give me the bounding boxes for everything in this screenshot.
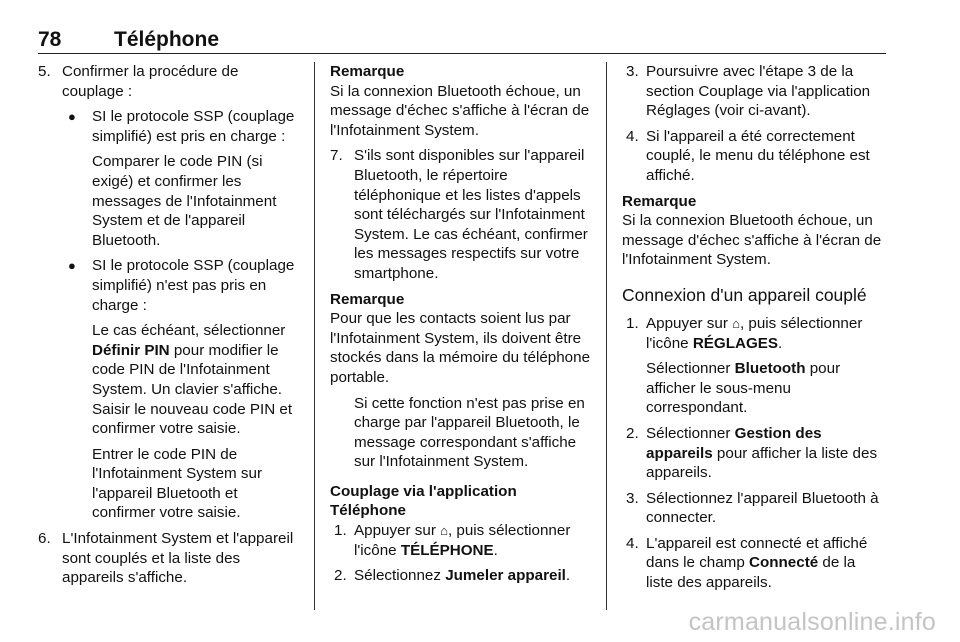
note-heading: Remarque — [330, 63, 405, 80]
note-heading: Remarque — [330, 290, 405, 308]
text: L'appareil est connecté et affiché dans le champ — [646, 534, 868, 572]
paragraph — [622, 359, 886, 418]
menu-term: TÉLÉPHONE — [400, 541, 494, 559]
note-text: Si la connexion Bluetooth échoue, un message d'échec s'affiche à l'écran de l'Infotainment System. — [330, 82, 590, 139]
text: pour afficher le sous-menu correspondant. — [646, 360, 841, 417]
list-item-7 — [330, 146, 594, 283]
list-number: 2. — [626, 424, 639, 442]
bullet-text: SI le protocole SSP (couplage simplifié) n'est pas pris en charge : — [92, 257, 295, 314]
text: pour modifier le code PIN de l'Infotainment System. Un clavier s'affiche. Saisir le nouveau code PIN et confirmer votre saisie. — [92, 341, 293, 438]
text: . — [778, 334, 783, 352]
home-icon: ⌂ — [440, 523, 448, 539]
column-right — [622, 62, 886, 593]
text: de la liste des appareils. — [646, 554, 856, 592]
list-item-5 — [38, 62, 304, 101]
column-middle — [330, 62, 594, 586]
list-number: 1. — [626, 314, 639, 332]
text: Sélectionner — [646, 360, 735, 378]
list-number: 1. — [334, 522, 347, 540]
list-item-6 — [38, 529, 304, 588]
page-title: Téléphone — [114, 28, 220, 51]
list-text: L'Infotainment System et l'appareil sont couplés et la liste des appareils s'affiche. — [62, 530, 294, 587]
menu-term: Bluetooth — [734, 360, 806, 378]
menu-term: Jumeler appareil — [445, 567, 566, 585]
list-number: 2. — [334, 567, 347, 585]
text: Sélectionner — [646, 424, 735, 442]
note-text: Pour que les contacts soient lus par l'Infotainment System, ils doivent être stockés dans la mémoire du téléphone portable. — [330, 310, 591, 386]
list-text: Si l'appareil a été correctement couplé, le menu du téléphone est affiché. — [646, 127, 870, 184]
bullet-text: SI le protocole SSP (couplage simplifié) est pris en charge : — [92, 108, 295, 145]
text: Le cas échéant, sélectionner — [92, 322, 286, 340]
menu-term: Gestion des appareils — [646, 424, 822, 462]
text: pour afficher la liste des appareils. — [646, 444, 878, 482]
text: , puis sélectionner l'icône — [354, 522, 571, 559]
note-heading: Remarque — [622, 192, 697, 210]
column-divider-2 — [606, 62, 607, 610]
step-3 — [622, 62, 886, 121]
menu-term: Connecté — [749, 554, 819, 572]
step-connect-1 — [622, 314, 886, 353]
watermark: carmanualsonline.info — [688, 608, 936, 636]
page-number: 78 — [38, 28, 62, 51]
column-divider-1 — [314, 62, 315, 610]
subsection-heading: Couplage via l'application Téléphone — [330, 482, 517, 520]
list-text: Confirmer la procédure de couplage : — [62, 63, 239, 100]
text: Sélectionnez — [354, 567, 446, 585]
paragraph: Comparer le code PIN (si exigé) et confirmer les messages de l'Infotainment System et de l'appareil Bluetooth. — [92, 153, 277, 249]
section-heading: Connexion d'un appareil couplé — [622, 284, 867, 305]
list-number: 3. — [626, 489, 639, 507]
text: . — [493, 541, 498, 559]
bullet-icon: ● — [68, 109, 76, 125]
step-2 — [330, 566, 594, 586]
list-text: Sélectionnez l'appareil Bluetooth à connecter. — [646, 489, 879, 527]
home-icon: ⌂ — [732, 315, 740, 331]
paragraph: Si cette fonction n'est pas prise en charge par l'appareil Bluetooth, le message correspondant s'affiche sur l'Infotainment System. — [354, 394, 585, 471]
step-1 — [330, 521, 594, 560]
list-text: S'ils sont disponibles sur l'appareil Bluetooth, le répertoire téléphonique et les listes d'appels sont téléchargés sur l'Infotainment System. Le cas échéant, confirmer les messages respectifs sur votre smartphone. — [354, 147, 588, 282]
bullet-ssp-not-supported — [38, 256, 304, 315]
step-connect-2 — [622, 424, 886, 483]
column-left — [38, 62, 304, 588]
step-4 — [622, 127, 886, 186]
text: , puis sélectionner l'icône — [646, 314, 863, 352]
list-text: Poursuivre avec l'étape 3 de la section Couplage via l'application Réglages (voir ci-avant). — [646, 63, 871, 120]
step-connect-4 — [622, 534, 886, 593]
list-number: 6. — [38, 530, 51, 548]
bullet-icon: ● — [68, 258, 76, 274]
text: . — [565, 567, 571, 585]
note-text: Si la connexion Bluetooth échoue, un message d'échec s'affiche à l'écran de l'Infotainment System. — [622, 212, 882, 269]
paragraph: Entrer le code PIN de l'Infotainment System sur l'appareil Bluetooth et confirmer votre saisie. — [92, 445, 263, 522]
page-header — [38, 28, 886, 54]
step-connect-3 — [622, 489, 886, 528]
list-number: 4. — [626, 534, 639, 552]
bullet-ssp-supported — [38, 107, 304, 146]
list-number: 5. — [38, 63, 51, 80]
list-number: 7. — [330, 147, 343, 165]
text: Appuyer sur — [646, 314, 733, 332]
list-number: 3. — [626, 63, 639, 80]
list-number: 4. — [626, 127, 639, 145]
text: Appuyer sur — [354, 522, 441, 540]
menu-term: RÉGLAGES — [692, 334, 779, 352]
paragraph — [38, 321, 304, 439]
menu-term: Définir PIN — [92, 341, 170, 359]
